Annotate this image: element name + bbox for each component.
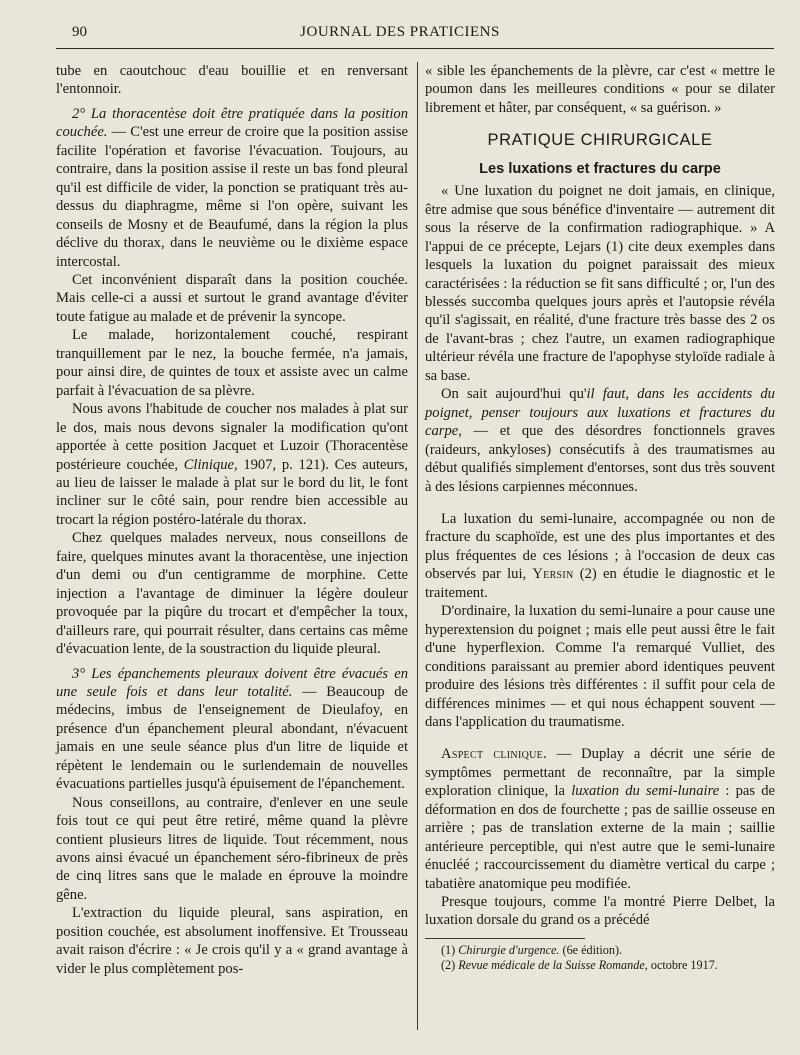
footnote-1 [425,943,775,958]
paragraph-text: — C'est une erreur de croire que la position assise facilite l'opération et favorise l'évacuation. Toujours, au contraire, dans la position assise il reste un bas fond pleural qu'il est difficile de vider, la ponction se pratiquant très au-dessus du diaphragme, même si l'on opère, suivant les conseils de Mosny et de Beaufumé, dans la région la plus déclive du thorax, dans le neuvième ou le dixième espace intercostal. [56,124,408,270]
emphasis-text: luxation du semi-lunaire [571,783,720,800]
paragraph-text: (2) en étudie le diagnostic et le traitement. [425,566,775,601]
paragraph-text: — Beaucoup de médecins, imbus de l'enseignement de Dieulafoy, en présence d'un épanchement pleural abondant, n'évacuent jamais en une seule séance plus d'un litre de liquide et répètent le lendemain ou le surlendemain de nouvelles évacuations partielles jusqu'à épuisement de l'épanchement. [56,683,409,793]
paragraph: D'ordinaire, la luxation du semi-lunaire a pour cause une hyperextension du poignet ; mais elle peut aussi être le fait d'une hyperflexion. Comme l'a remarqué Vulliet, des conditions paraissant au premier abord identiques peuvent produire des lésions très différentes : il suffit pour cela de différences minimes — et qui nous échappent souvent — dans l'application du traumatisme. [425,603,775,730]
paragraph: Cet inconvénient disparaît dans la position couchée. Mais celle-ci a aussi et surtout le grand avantage d'éviter toute fatigue au malade et de prévenir la syncope. [56,271,408,325]
paragraph: Chez quelques malades nerveux, nous conseillons de faire, quelques minutes avant la thoracentèse, une injection d'un demi ou d'un centigramme de morphine. Cette injection a l'avantage de diminuer la légère douleur provoquée par la piqûre du trocart et d'empêcher la toux, d'ailleurs rare, qui pourrait résulter, dans certains cas même d'évacuation lente, de la soustraction du liquide pleural. [56,530,408,658]
footnote-title: Chirurgie d'urgence. [458,942,560,957]
section-title-inline: 2° La thoracentèse doit être pratiquée dans la position couchée. [56,105,408,141]
journal-title: JOURNAL DES PRATICIENS [300,24,500,40]
paragraph-thoracentese-position [56,105,408,271]
footnote-title: Revue médicale de la Suisse Romande, [458,957,648,972]
footnote-text: octobre 1917. [647,957,718,972]
paragraph: Presque toujours, comme l'a montré Pierre Delbet, la luxation dorsale du grand os a précédé [425,894,775,929]
subsection-label: Aspect clinique. [441,746,547,763]
paragraph: « Une luxation du poignet ne doit jamais, en clinique, être admise que sous bénéfice d'inventaire — autrement dit sous la réserve de la confirmation radiographique. » A l'appui de ce précepte, Lejars (1) cite deux exemples dans lesquels la luxation du poignet paraissait des mieux caractérisées : la réduction se fit sans difficulté ; or, l'un des blessés succomba quelques jours après et l'autopsie révéla qu'il s'agissait, en réalité, d'une fracture très basse des 2 os de l'avant-bras ; chez l'autre, un examen radiographique ultérieur révéla une fracture de l'apophyse styloïde radiale à sa base. [425,183,775,384]
quote-continuation: « sible les épanchements de la plèvre, car c'est « mettre le poumon dans les meilleures conditions « pour se dilater librement et hâter, par conséquent, « sa guérison. » [425,63,775,116]
footnote-text: (6e édition). [559,942,623,957]
paragraph-aspect-clinique [425,745,775,893]
footnote-rule [425,938,585,939]
column-divider [417,62,418,1030]
section-title-inline: 3° Les épanchements pleuraux doivent être évacués en une seule fois et dans leur totalité. [56,665,408,700]
paragraph [425,385,775,496]
emphasis-text: il faut, dans les accidents du poignet, penser toujours aux luxations et fractures du carpe, [425,386,775,440]
left-column [56,62,408,978]
paragraph-text: : pas de déformation en dos de fourchette ; pas de saillie osseuse en arrière ; pas de translation externe de la main ; saillie antérieure perceptible, qui n'est autre que le semi-lunaire énucléé ; raccourcissement du diamètre vertical du carpe ; tabatière anatomique peu modifiée. [425,783,775,892]
paragraph-text: — Duplay a décrit une série de symptômes permettant de reconnaître, par la simple exploration clinique, la [425,746,776,800]
paragraph-continuation: tube en caoutchouc d'eau bouillie et en renversant l'entonnoir. [56,63,408,98]
paragraph-text: La luxation du semi-lunaire, accompagnée ou non de fracture du scaphoïde, est une des plus importantes et des plus fréquentes de ces lésions ; à l'occasion de deux cas observés par lui, [425,510,775,583]
page-number: 90 [72,24,87,40]
footnote-marker: (1) [441,942,459,957]
citation-title: Clinique, [183,456,238,473]
paragraph [56,400,408,529]
article-subheading: Les luxations et fractures du carpe [479,160,721,177]
paragraph [425,510,775,602]
paragraph: Nous conseillons, au contraire, d'enlever en une seule fois tout ce qui peut être retiré, même quand la plèvre contient plusieurs litres de liquide. Tout récemment, nous avons ainsi évacué un épanchement séro-fibrineux de près de cinq litres sans que le malade en éprouve la moindre gêne. [56,794,408,903]
header-rule [56,48,774,49]
paragraph-text: — et que des désordres fonctionnels graves (raideurs, ankyloses) consécutifs à des traumatismes au début qualifiés simplement d'entorses, sont dus très souvent à des lésions carpiennes méconnues. [425,423,775,495]
footnote-2 [425,958,775,973]
paragraph-text: Nous avons l'habitude de coucher nos malades à plat sur le dos, mais nous devons signaler la modification qu'ont apportée à cette position Jacquet et Luzoir (Thoracentèse postérieure couchée, [56,401,408,473]
section-heading: PRATIQUE CHIRURGICALE [487,131,713,150]
footnote-marker: (2) [441,957,459,972]
paragraph: Le malade, horizontalement couché, respirant tranquillement par le nez, la bouche fermée, n'a jamais, pour ainsi dire, de quintes de toux et assiste avec un calme parfait à l'évacuation de sa plèvre. [56,327,408,399]
paragraph-text: On sait aujourd'hui qu' [441,386,587,403]
author-name: Yersin [532,566,574,583]
paragraph: L'extraction du liquide pleural, sans aspiration, en position couchée, est absolument inoffensive. Et Trousseau avait raison d'écrire : « Je crois qu'il y a « grand avantage à vider le plus complètement pos- [56,905,408,977]
right-column [425,62,775,973]
paragraph-epanchements [56,665,408,794]
paragraph-text: 1907, p. 121). Ces auteurs, au lieu de laisser le malade à plat sur le bord du lit, le font incliner sur le côté sain, pour rendre bien accessible au trocart la région postéro-latérale du thorax. [56,456,409,528]
